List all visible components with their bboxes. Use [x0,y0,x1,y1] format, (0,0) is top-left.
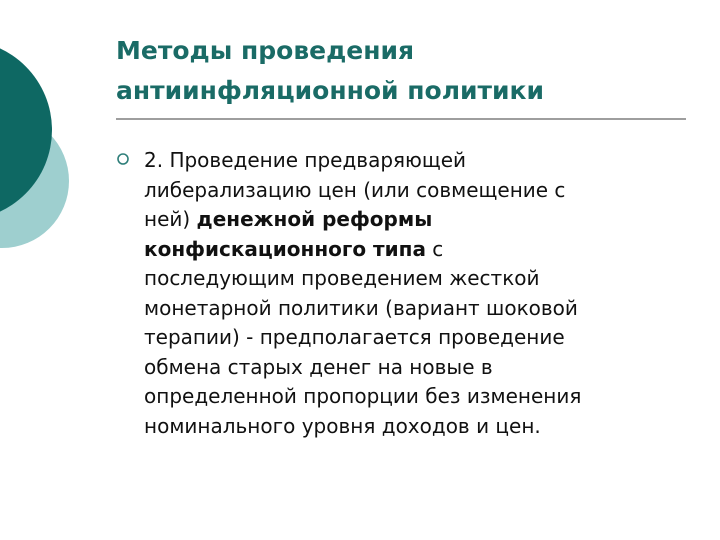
bullet-text [144,146,694,441]
bullet-line: обмена старых денег на новые в [144,354,493,379]
bullet-line: 2. Проведение предваряющей [144,148,467,172]
bullet-line: определенной пропорции без изменения [144,384,582,408]
bullet-line: номинального уровня доходов и цен. [144,413,541,438]
ring-bullet-icon [116,152,130,166]
bold-phrase: денежной реформы [196,207,433,231]
bullet-line: терапии) - предполагается проведение [144,325,565,349]
bullet-line: последующим проведением жесткой [144,266,540,290]
slide-title [116,31,696,111]
bold-phrase: конфискационного типа [144,236,426,261]
bullet-line: либерализацию цен (или совмещение с [144,177,566,202]
decorative-circles [0,0,120,300]
bullet-line: конфискационного типа с [144,236,444,261]
bullet-line: ней) денежной реформы [144,207,433,231]
slide-title-line-1: Методы проведения [116,36,415,65]
bullet-line: монетарной политики (вариант шоковой [144,295,578,320]
title-divider [116,118,686,120]
slide-title-line-2: антиинфляционной политики [116,76,545,105]
